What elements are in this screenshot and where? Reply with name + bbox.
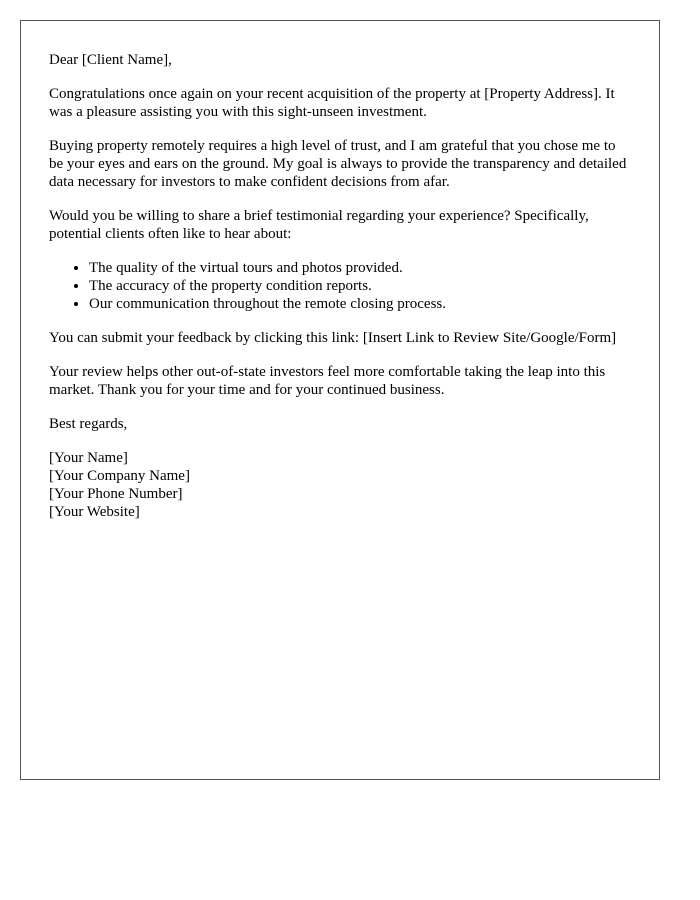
sign-off: Best regards, <box>49 416 128 432</box>
paragraph-request: Would you be willing to share a brief testimonial regarding your experience? Specifically, potential clients often like to hear about: <box>49 208 589 242</box>
paragraph-closing-note: Your review helps other out-of-state investors feel more comfortable taking the leap into this market. Thank you for your time and for your continued business. <box>49 364 606 398</box>
paragraph-trust: Buying property remotely requires a high level of trust, and I am grateful that you chose me to be your eyes and ears on the ground. My goal is always to provide the transparency and detailed data necessary for investors to make confident decisions from afar. <box>49 138 627 190</box>
signature-company: [Your Company Name] <box>49 468 190 484</box>
signature-name: [Your Name] <box>49 450 128 466</box>
signature-website: [Your Website] <box>49 504 140 520</box>
signature-phone: [Your Phone Number] <box>49 486 183 502</box>
paragraph-congratulations: Congratulations once again on your recent acquisition of the property at [Property Address]. It was a pleasure assisting you with this sight-unseen investment. <box>49 86 615 120</box>
letter-body <box>49 51 633 521</box>
list-item: • The accuracy of the property condition reports. <box>89 277 633 295</box>
list-item: • The quality of the virtual tours and photos provided. <box>89 259 633 277</box>
list-item: • Our communication throughout the remote closing process. <box>89 295 633 313</box>
signature-block <box>49 449 633 521</box>
feedback-topics-list <box>49 259 633 313</box>
salutation: Dear [Client Name], <box>49 52 172 68</box>
letter-page <box>20 20 660 780</box>
paragraph-link: You can submit your feedback by clicking this link: [Insert Link to Review Site/Google/Form] <box>49 330 617 346</box>
